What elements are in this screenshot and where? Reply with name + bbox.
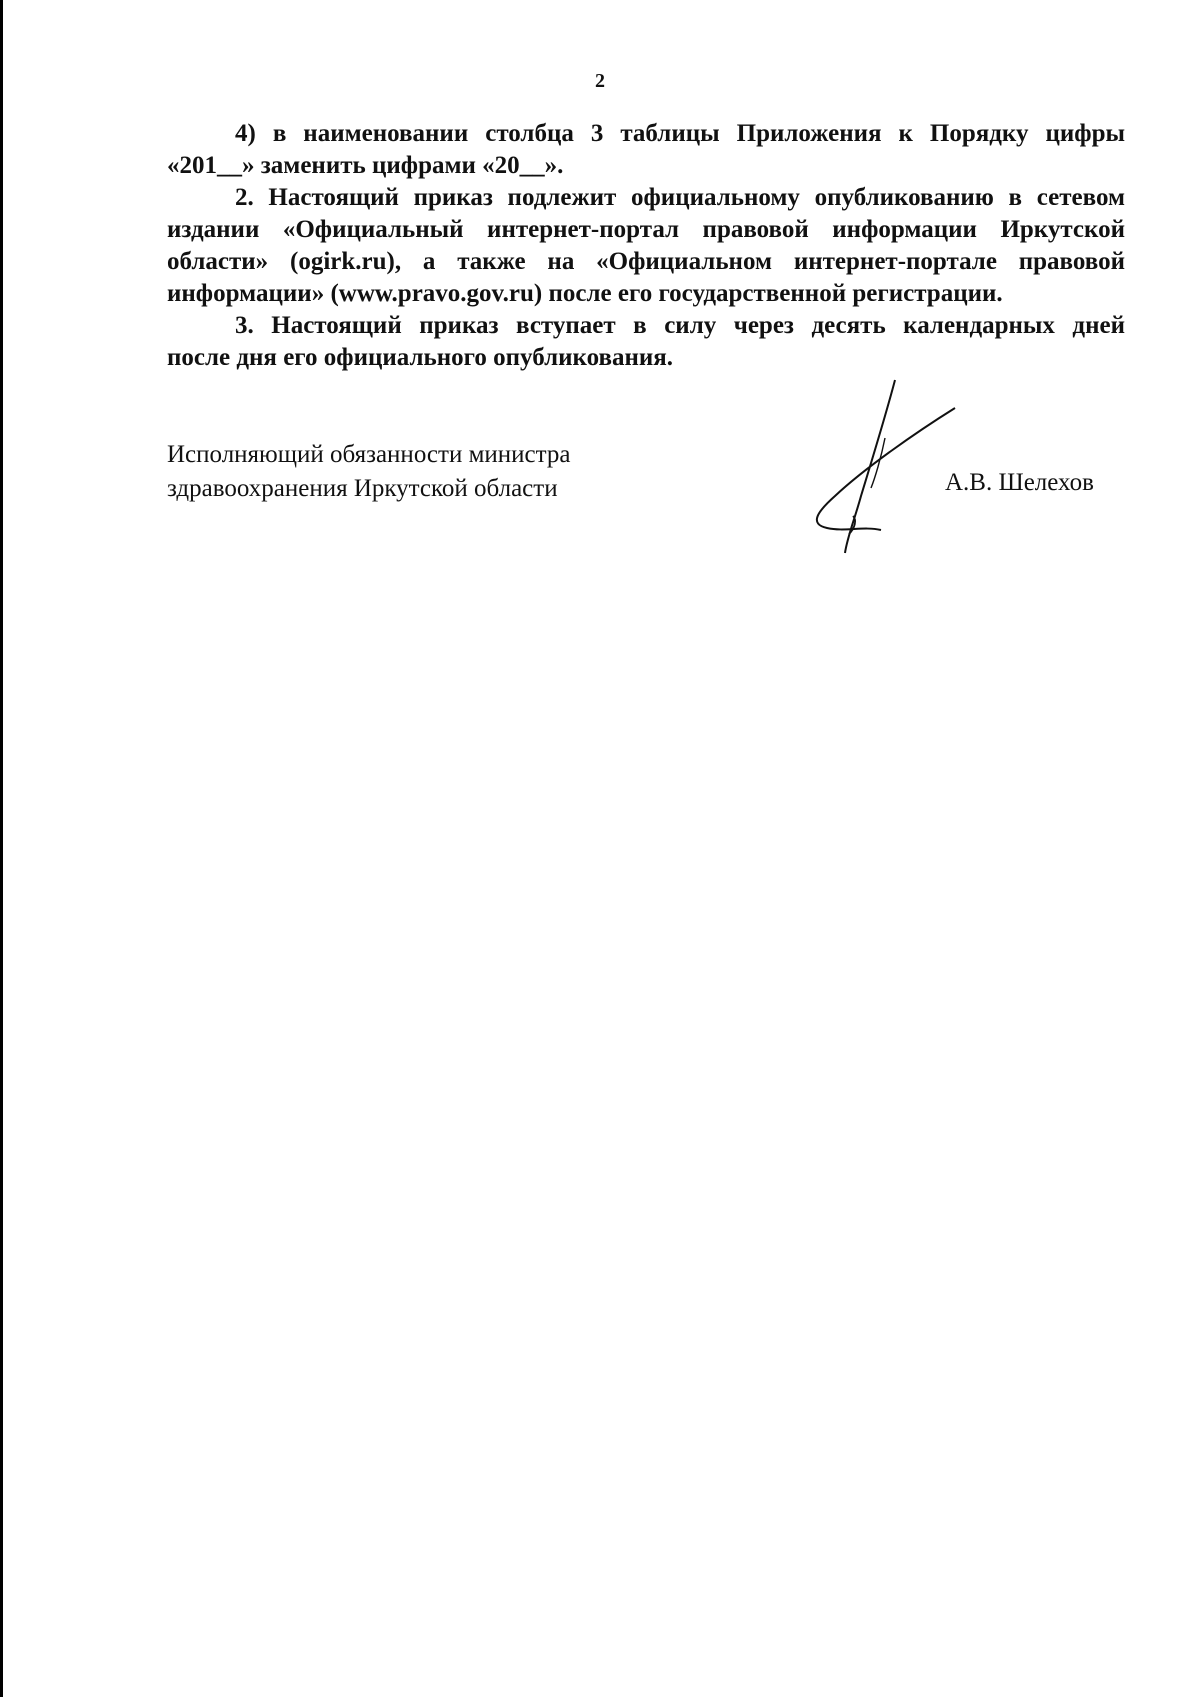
paragraph-item-4 xyxy=(167,118,1125,182)
text-line: 3. Настоящий приказ вступает в силу через десять календарных дней xyxy=(235,312,1125,339)
text-line: информации» (www.pravo.gov.ru) после его государственной регистрации. xyxy=(167,280,1003,307)
text-line: после дня его официального опубликования. xyxy=(167,344,674,371)
text-line: области» (ogirk.ru), а также на «Официальном интернет-портале правовой xyxy=(167,248,1125,275)
document-body xyxy=(167,118,1125,374)
paragraph-entry-into-force xyxy=(167,310,1125,374)
signatory-name: А.В. Шелехов xyxy=(945,469,1094,496)
handwritten-signature xyxy=(805,378,965,558)
signatory-position xyxy=(167,438,570,506)
text-line: 2. Настоящий приказ подлежит официальному опубликованию в сетевом xyxy=(235,184,1125,211)
text-line: 4) в наименовании столбца 3 таблицы Приложения к Порядку цифры xyxy=(235,120,1125,147)
position-line: здравоохранения Иркутской области xyxy=(167,475,558,502)
page-number: 2 xyxy=(595,70,605,92)
text-line: «201__» заменить цифрами «20__». xyxy=(167,152,564,179)
scan-edge xyxy=(0,0,3,1697)
position-line: Исполняющий обязанности министра xyxy=(167,441,571,468)
text-line: издании «Официальный интернет-портал правовой информации Иркутской xyxy=(167,216,1125,243)
paragraph-publication xyxy=(167,182,1125,310)
